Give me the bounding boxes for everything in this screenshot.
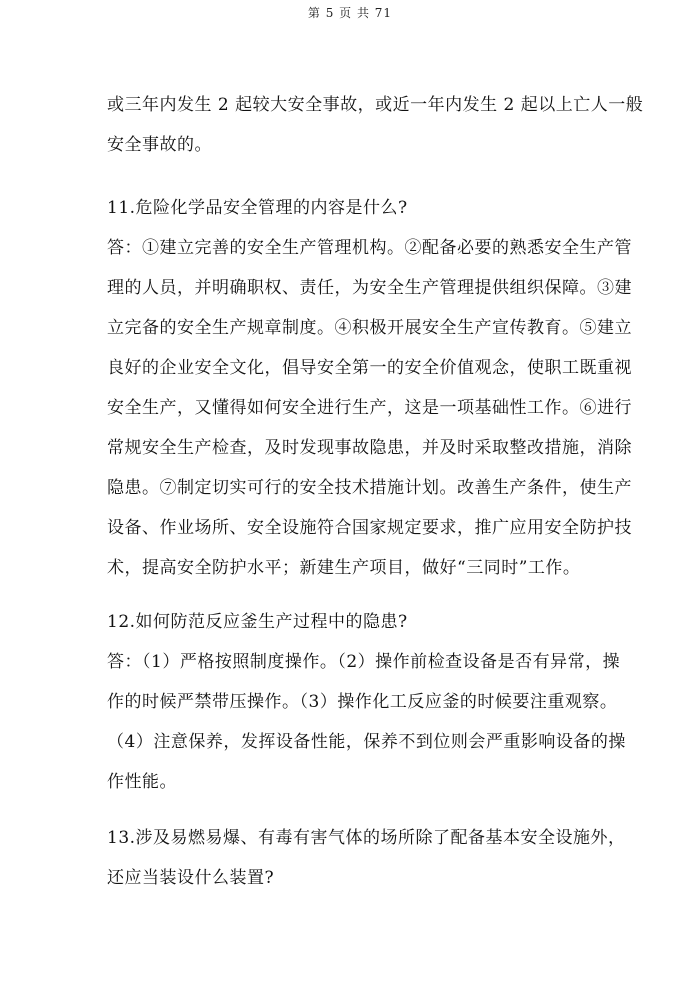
answer-12-line: （4）注意保养，发挥设备性能，保养不到位则会严重影响设备的操 (107, 732, 626, 752)
answer-11-line: 理的人员，并明确职权、责任，为安全生产管理提供组织保障。③建 (107, 278, 632, 298)
question-11-title: 11.危险化学品安全管理的内容是什么? (107, 198, 408, 218)
answer-11-line: 答：①建立完善的安全生产管理机构。②配备必要的熟悉安全生产管 (107, 238, 632, 258)
text-line: 或三年内发生 2 起较大安全事故，或近一年内发生 2 起以上亡人一般 (107, 95, 644, 115)
question-13-title-line: 还应当装设什么装置? (107, 868, 275, 888)
question-12-section (107, 602, 626, 802)
answer-11-line: 常规安全生产检查，及时发现事故隐患，并及时采取整改措施，消除 (107, 438, 632, 458)
answer-11-line: 良好的企业安全文化，倡导安全第一的安全价值观念，使职工既重视 (107, 358, 632, 378)
text-line: 安全事故的。 (107, 135, 212, 155)
answer-11-line: 术，提高安全防护水平；新建生产项目，做好“三同时”工作。 (107, 558, 581, 578)
answer-11-line: 隐患。⑦制定切实可行的安全技术措施计划。改善生产条件，使生产 (107, 478, 632, 498)
answer-12-line: 作的时候严禁带压操作。（3）操作化工反应釜的时候要注重观察。 (107, 692, 618, 712)
answer-12-line: 作性能。 (107, 772, 177, 792)
answer-11-line: 设备、作业场所、安全设施符合国家规定要求，推广应用安全防护技 (107, 518, 632, 538)
answer-11-line: 安全生产，又懂得如何安全进行生产，这是一项基础性工作。⑥进行 (107, 398, 632, 418)
page-indicator: 第 5 页 共 71 (307, 6, 393, 20)
answer-11-line: 立完备的安全生产规章制度。④积极开展安全生产宣传教育。⑤建立 (107, 318, 632, 338)
question-13-title-line: 13.涉及易燃易爆、有毒有害气体的场所除了配备基本安全设施外， (107, 828, 626, 848)
question-13-section (107, 818, 626, 898)
continuation-paragraph (107, 85, 644, 165)
question-11-section (107, 188, 632, 588)
question-12-title: 12.如何防范反应釜生产过程中的隐患? (107, 612, 408, 632)
answer-12-line: 答：（1）严格按照制度操作。（2）操作前检查设备是否有异常，操 (107, 652, 621, 672)
